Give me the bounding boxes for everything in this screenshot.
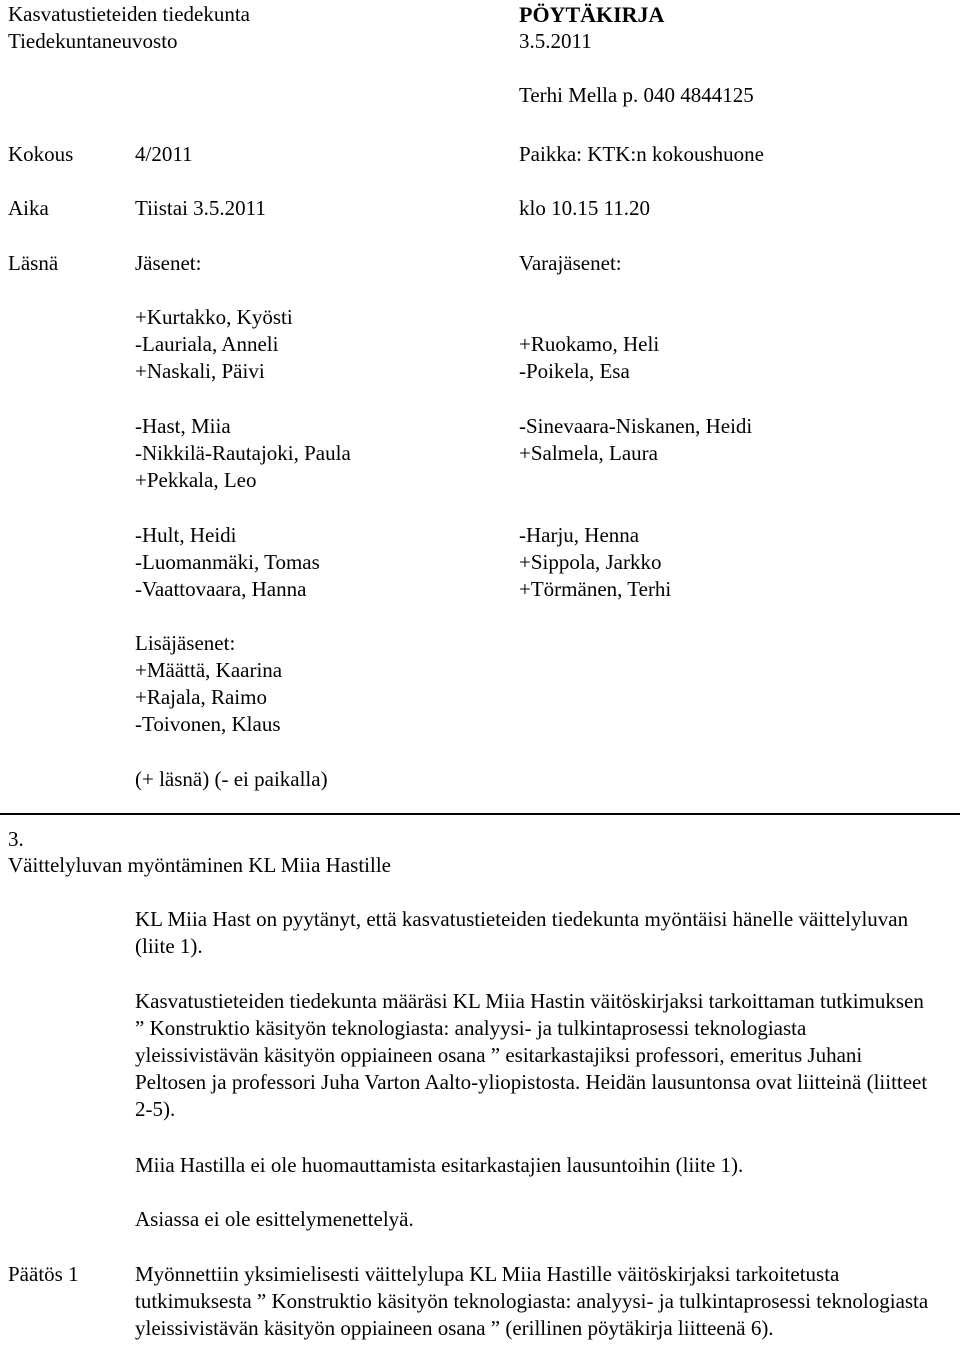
- member-name: -Hast, Miia: [135, 414, 231, 438]
- meeting-date: 3.5.2011: [519, 29, 592, 53]
- deputy-name: -Sinevaara-Niskanen, Heidi: [519, 414, 753, 438]
- members-group-1: [135, 304, 293, 385]
- additional-members: [135, 630, 282, 738]
- kokous-value: 4/2011: [135, 142, 193, 166]
- member-name: -Hult, Heidi: [135, 523, 237, 547]
- lasna-label: Läsnä: [8, 251, 59, 275]
- attendance-legend: (+ läsnä) (- ei paikalla): [135, 767, 328, 791]
- deputy-name: +Törmänen, Terhi: [519, 577, 672, 601]
- section-title: Väittelyluvan myöntäminen KL Miia Hastille: [8, 853, 391, 877]
- meeting-time: klo 10.15 11.20: [519, 196, 651, 220]
- members-heading: Jäsenet:: [135, 251, 202, 275]
- section-divider: [0, 813, 960, 815]
- deputy-name: +Ruokamo, Heli: [519, 332, 660, 356]
- additional-member-name: -Toivonen, Klaus: [135, 712, 281, 736]
- additional-member-name: +Rajala, Raimo: [135, 685, 267, 709]
- deputy-name: +Salmela, Laura: [519, 441, 658, 465]
- additional-member-name: +Määttä, Kaarina: [135, 658, 283, 682]
- additional-heading: Lisäjäsenet:: [135, 631, 236, 655]
- section-number: 3.: [8, 827, 24, 851]
- deputy-name: -Poikela, Esa: [519, 359, 630, 383]
- member-name: +Kurtakko, Kyösti: [135, 305, 293, 329]
- deputies-group-1: [519, 331, 659, 385]
- paragraph-request: KL Miia Hast on pyytänyt, että kasvatustieteiden tiedekunta myöntäisi hänelle väittelyluvan (liite 1).: [135, 907, 909, 958]
- kokous-label: Kokous: [8, 142, 74, 166]
- member-name: -Nikkilä-Rautajoki, Paula: [135, 441, 351, 465]
- meeting-place: Paikka: KTK:n kokoushuone: [519, 142, 764, 166]
- council-name: Tiedekuntaneuvosto: [8, 29, 178, 53]
- member-name: +Pekkala, Leo: [135, 468, 257, 492]
- paragraph-reviewers: Kasvatustieteiden tiedekunta määräsi KL Miia Hastin väitöskirjaksi tarkoittaman tutkimuksen ” Konstruktio käsityön teknologiasta: analyysi- ja tulkintaprosessi teknologiasta yleissivistävän käsityön oppiaineen osana ” esitarkastajiksi professori, emeritus Juhani Peltosen ja professori Juha Varton Aalto-yliopistosta. Heidän lausuntonsa ovat liitteinä (liitteet 2-5).: [135, 989, 928, 1121]
- deputies-heading: Varajäsenet:: [519, 251, 622, 275]
- deputies-group-3: [519, 522, 671, 603]
- deputy-name: +Sippola, Jarkko: [519, 550, 662, 574]
- secretary-contact: Terhi Mella p. 040 4844125: [519, 83, 754, 107]
- member-name: -Luomanmäki, Tomas: [135, 550, 320, 574]
- deputies-group-2: [519, 413, 752, 467]
- aika-label: Aika: [8, 196, 49, 220]
- member-name: -Vaattovaara, Hanna: [135, 577, 307, 601]
- paragraph-no-objections: Miia Hastilla ei ole huomauttamista esitarkastajien lausuntoihin (liite 1).: [135, 1153, 744, 1177]
- members-group-3: [135, 522, 320, 603]
- members-group-2: [135, 413, 351, 494]
- decision-text: Myönnettiin yksimielisesti väittelylupa KL Miia Hastille väitöskirjaksi tarkoitetusta tutkimuksesta ” Konstruktio käsityön teknologiasta: analyysi- ja tulkintaprosessi teknologiasta yleissivistävän käsityön oppiaineen osana ” (erillinen pöytäkirja liitteenä 6).: [135, 1262, 929, 1340]
- paragraph-no-presentation: Asiassa ei ole esittelymenettelyä.: [135, 1207, 414, 1231]
- document-type: PÖYTÄKIRJA: [519, 2, 665, 27]
- deputy-name: -Harju, Henna: [519, 523, 640, 547]
- member-name: -Lauriala, Anneli: [135, 332, 279, 356]
- faculty-name: Kasvatustieteiden tiedekunta: [8, 2, 251, 26]
- member-name: +Naskali, Päivi: [135, 359, 265, 383]
- decision-label: Päätös 1: [8, 1262, 79, 1286]
- aika-value: Tiistai 3.5.2011: [135, 196, 266, 220]
